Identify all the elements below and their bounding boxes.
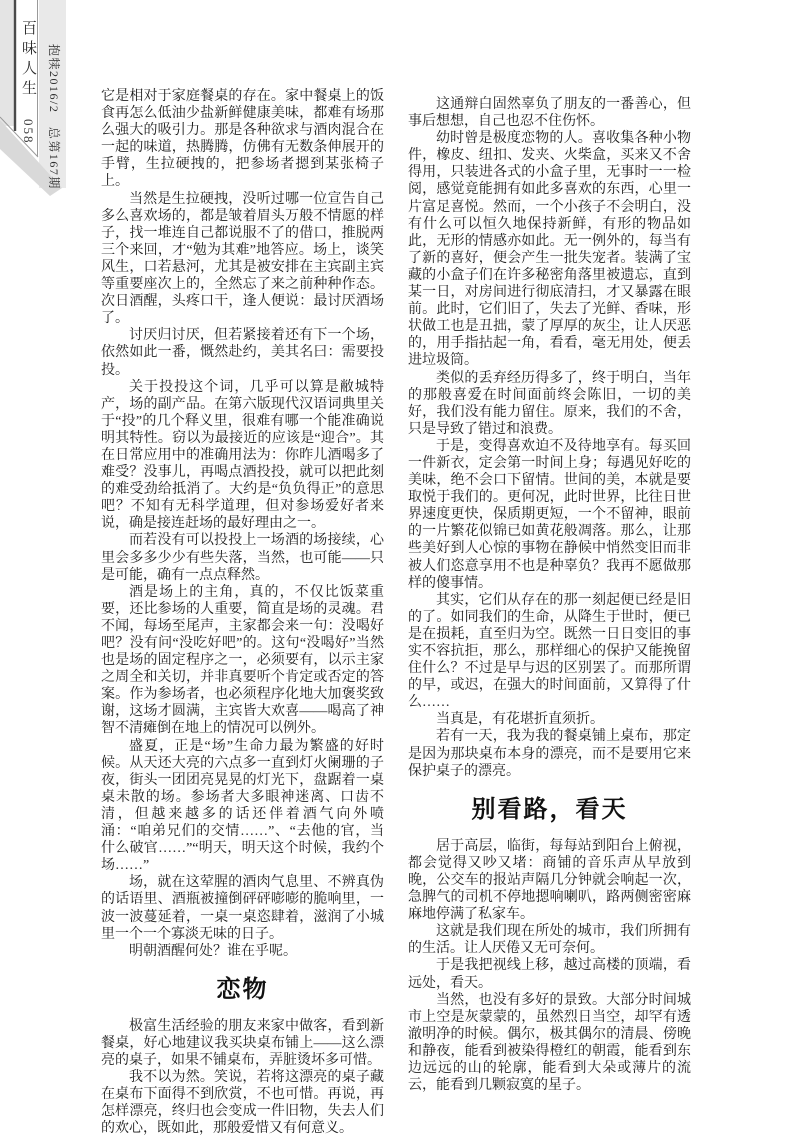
paragraph: 讨厌归讨厌，但若紧接着还有下一个场，依然如此一番，慨然赴约，美其名曰：需要投投。	[101, 328, 384, 378]
journal-name-tab	[18, 20, 39, 155]
paragraph: 幼时曾是极度恋物的人。喜收集各种小物件，橡皮、纽扣、发夹、火柴盒，买来又不舍得用，只装进各式的小盒子里，无事时一一检阅，感觉竟能拥有如此多喜欢的东西，心里一片富足喜悦。然而，一个小孩子不会明白，没有什么可以恒久地保持新鲜，有形的物品如此，无形的情感亦如此。无一例外的，每当有了新的喜好，便会产生一批失宠者。装满了宝藏的小盒子们在许多秘密角落里被遗忘，直到某一日，对房间进行彻底清扫，才又暴露在眼前。此时，它们旧了，失去了光鲜、香味，形状做工也是丑拙，蒙了厚厚的灰尘，让人厌恶的，用手指拈起一角，看看，毫无用处，便丢进垃圾筒。	[408, 131, 691, 369]
paragraph: 若有一天，我为我的餐桌铺上桌布，那定是因为那块桌布本身的漂亮，而不是要用它来保护桌子的漂亮。	[408, 729, 691, 779]
paragraph: 当然，也没有多好的景致。大部分时间城市上空是灰蒙蒙的，虽然烈日当空，却罕有透澈明净的时候。偶尔，极其偶尔的清晨、傍晚和静夜，能看到被染得橙红的朝霞，能看到东边远远的山的轮廓，能看到大朵或薄片的流云，能看到几颗寂寞的星子。	[408, 992, 691, 1094]
paragraph: 居于高层，临街，每每站到阳台上俯视，都会觉得又吵又堵：商铺的音乐声从早放到晚，公交车的报站声隔几分钟就会响起一次，急脾气的司机不停地摁响喇叭，路两侧密密麻麻地停满了私家车。	[408, 838, 691, 923]
paragraph: 这通辩白固然辜负了朋友的一番善心，但事后想想，自己也忍不住伤怀。	[408, 97, 691, 130]
paragraph: 当真是，有花堪折直须折。	[436, 712, 604, 728]
journal-name: 百味人生	[20, 20, 36, 100]
text-column-right	[408, 96, 691, 1094]
issue-info: 抱犊2016/2 总第167期	[47, 44, 61, 190]
paragraph: 当然是生拉硬拽，没听过哪一位宣告自己多么喜欢场的，都是皱着眉头万般不情愿的样子，找一堆连自己都说服不了的借口，推脱两三个来回，才“勉为其难”地答应。场上，谈笑风生，口若悬河，尤其是被安排在主宾副主宾等重要座次上的，全然忘了来之前种种作态。次日酒醒，头疼口干，逢人便说：最讨厌酒场了。	[101, 191, 384, 327]
paragraph: 明朝酒醒何处？谁在乎呢。	[129, 943, 297, 959]
paragraph: 酒是场上的主角，真的，不仅比饭菜重要，还比参场的人重要，简直是场的灵魂。君不闻，每场至尾声，主家都会来一句：没喝好吧？没有问“没吃好吧”的。这句“没喝好”当然也是场的固定程序之一，必须要有，以示主家之周全和关切，并非真要听个肯定或否定的答案。作为参场者，也必须程序化地大加褒奖致谢，这场才圆满，主宾皆大欢喜——喝高了神智不清瘫倒在地上的情况可以例外。	[101, 584, 384, 737]
text-column-left	[101, 88, 384, 1137]
page-number: 058	[21, 118, 36, 145]
paragraph: 盛夏，正是“场”生命力最为繁盛的好时候。从天还大亮的六点多一直到灯火阑珊的子夜，街头一团团亮晃晃的灯光下，盘踞着一桌桌未散的场。参场者大多眼神迷离、口齿不清，但越来越多的话还伴着酒气向外喷涌：“咱弟兄们的交情……”、“去他的官，当什么破官……”“明天，明天这个时候，我约个场……”	[101, 738, 384, 874]
section-heading: 恋物	[216, 976, 269, 1003]
paragraph: 关于投投这个词，几乎可以算是敝城特产，场的副产品。在第六版现代汉语词典里关于“投”的几个释义里，很难有哪一个能准确说明其特性。窃以为最接近的应该是“迎合”。其在日常应用中的准确用法为：你昨儿酒喝多了难受？没事儿，再喝点酒投投，就可以把此刻的难受劲给抵消了。大约是“负负得正”的意思吧？不知有无科学道理，但对参场爱好者来说，确是接连赶场的最好理由之一。	[101, 379, 384, 532]
section-heading: 别看路，看天	[471, 796, 628, 823]
paragraph: 类似的丢弃经历得多了，终于明白，当年的那般喜爱在时间面前终会陈旧，一切的美好，我们没有能力留住。原来，我们的不舍，只是导致了错过和浪费。	[408, 370, 691, 437]
paragraph: 场，就在这荤腥的酒肉气息里、不辨真伪的话语里、酒瓶被撞倒砰砰嘭嘭的脆响里，一波一波蔓延着，一桌一桌恣肆着，滋润了小城里一个一个寡淡无味的日子。	[101, 875, 384, 942]
paragraph: 它是相对于家庭餐桌的存在。家中餐桌上的饭食再怎么低油少盐新鲜健康美味，都难有场那么强大的吸引力。那是各种欲求与酒肉混合在一起的味道，热腾腾，仿佛有无数条伸展开的手臂，生拉硬拽的，把参场者摁到某张椅子上。	[101, 89, 384, 190]
paragraph: 于是我把视线上移，越过高楼的顶端，看远处，看天。	[408, 958, 691, 991]
paragraph: 我不以为然。笑说，若将这漂亮的桌子藏在桌布下面得不到欣赏，不也可惜。再说，再怎样漂亮，终归也会变成一件旧物，失去人们的欢心，既如此，那般爱惜又有何意义。	[101, 1070, 384, 1137]
paragraph: 而若没有可以投投上一场酒的场接续，心里会多多少少有些失落，当然，也可能——只是可能，确有一点点释然。	[101, 533, 384, 583]
paragraph: 其实，它们从存在的那一刻起便已经是旧的了。如同我们的生命，从降生于世时，便已是在损耗，直至归为空。既然一日日变旧的事实不容抗拒，那么，那样细心的保护又能挽留住什么？不过是早与迟的区别罢了。而那所谓的早，或迟，在强大的时间面前，又算得了什么……	[408, 592, 691, 711]
paragraph: 极富生活经验的朋友来家中做客，看到新餐桌，好心地建议我买块桌布铺上——这么漂亮的桌子，如果不铺桌布，弄脏烫坏多可惜。	[101, 1018, 384, 1068]
paragraph: 这就是我们现在所处的城市，我们所拥有的生活。让人厌倦又无可奈何。	[408, 924, 691, 957]
paragraph: 于是，变得喜欢迫不及待地享有。每买回一件新衣，定会第一时间上身；每遇见好吃的美味，绝不会口下留情。世间的美，本就是要取悦于我们的。更何况，此时世界，比往日世界速度更快，保质期更短，一个不留神，眼前的一片繁花似锦已如黄花般凋落。那么，让那些美好到人心惊的事物在静候中悄然变旧而非被人们恣意享用不也是种辜负？我再不愿做那样的傻事情。	[408, 438, 691, 591]
